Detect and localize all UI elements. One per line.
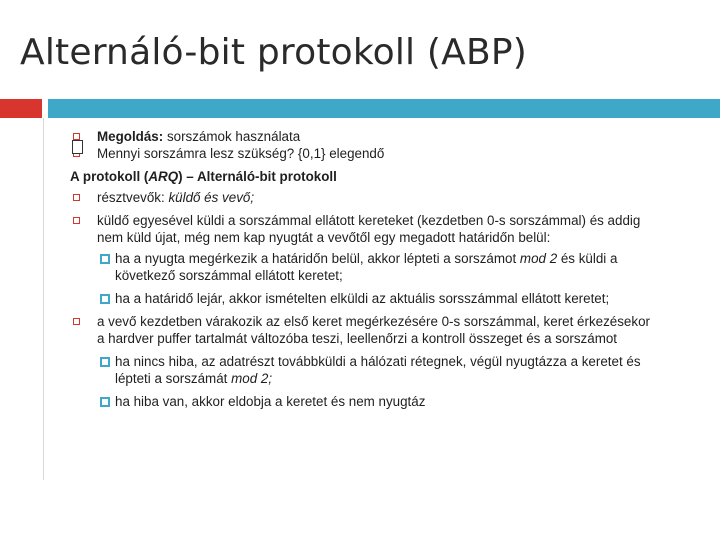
sub-list-item <box>70 250 660 284</box>
item-text: sorszámok használata <box>163 129 301 144</box>
item-bold-label: Megoldás: <box>97 129 164 144</box>
list-item <box>70 145 660 162</box>
sub-bullet-icon <box>100 357 110 367</box>
heading-italic: ARQ <box>148 169 179 184</box>
list-item <box>70 189 660 206</box>
slide-divider-line <box>43 118 44 480</box>
sub-bullet-icon <box>100 397 110 407</box>
accent-bar-blue <box>48 99 720 118</box>
item-italic: mod 2; <box>231 371 273 386</box>
list-item <box>70 212 660 246</box>
item-italic: mod 2 <box>519 251 558 266</box>
slide-title: Alternáló-bit protokoll (ABP) <box>20 32 528 73</box>
item-text: küldő egyesével küldi a sorszámmal ellátott kereteket (kezdetben 0-s sorszámmal) és addig nem küld újat, még nem kap nyugtát a vevőtől egy megadott határidőn belül: <box>97 213 641 245</box>
section-heading <box>70 168 660 185</box>
list-item <box>70 313 660 347</box>
item-text: résztvevők: <box>97 190 169 205</box>
heading-part: A protokoll ( <box>70 169 149 184</box>
slide-content <box>70 128 660 476</box>
item-text: ha a nyugta megérkezik a határidőn belül, akkor lépteti a sorszámot <box>115 251 520 266</box>
sub-list-item <box>70 353 660 387</box>
sub-list-item <box>70 393 660 410</box>
item-text: ha a határidő lejár, akkor ismételten elküldi az aktuális sorsszámmal ellátott keretet; <box>115 291 610 306</box>
heading-part: ) – Alternáló-bit protokoll <box>178 169 337 184</box>
item-text: Mennyi sorszámra lesz szükség? {0,1} elegendő <box>97 146 385 161</box>
sub-bullet-icon <box>100 254 110 264</box>
item-text: ha hiba van, akkor eldobja a keretet és nem nyugtáz <box>115 394 426 409</box>
sub-bullet-icon <box>100 294 110 304</box>
bullet-icon <box>73 194 80 201</box>
item-text: ha nincs hiba, az adatrészt továbbküldi a hálózati rétegnek, végül nyugtázza a keretet és lépteti a sorszámát <box>115 354 641 386</box>
item-text: a vevő kezdetben várakozik az első keret megérkezésére 0-s sorszámmal, keret érkezésekor a hardver puffer tartalmát változóba teszi, leellenőrzi a kontroll összeget és a sorszámot <box>97 314 650 346</box>
bullet-icon <box>73 217 80 224</box>
sub-list-item <box>70 290 660 307</box>
accent-bar-red <box>0 99 42 118</box>
bullet-icon <box>73 133 80 140</box>
placeholder-glyph-icon <box>72 140 83 154</box>
item-italic: küldő és vevő; <box>168 190 255 205</box>
list-item <box>70 128 660 145</box>
bullet-icon <box>73 318 80 325</box>
item-text: és küldi a következő sorszámmal ellátott keretet; <box>115 251 618 283</box>
